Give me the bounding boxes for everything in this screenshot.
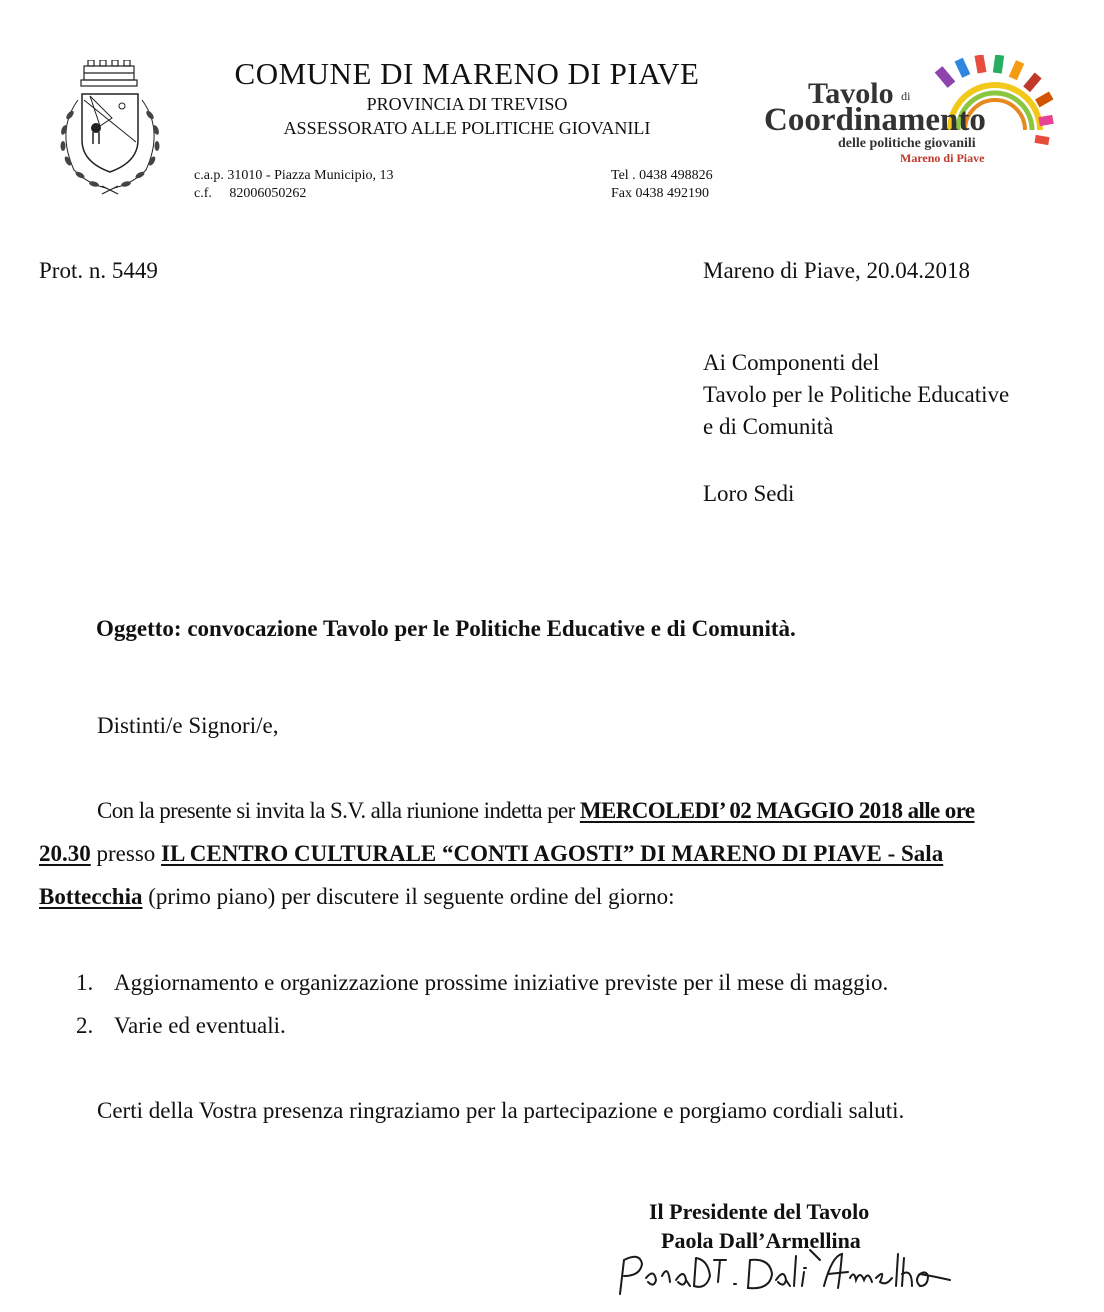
meeting-venue: IL CENTRO CULTURALE “CONTI AGOSTI” DI MARENO DI PIAVE - Sala: [161, 841, 944, 866]
place-date: Mareno di Piave, 20.04.2018: [703, 258, 971, 283]
meeting-date: MERCOLEDI’ 02 MAGGIO 2018 alle ore: [579, 798, 975, 823]
logo-subtitle: delle politiche giovanili: [838, 136, 976, 151]
telephone-line: Tel . 0438 498826: [611, 168, 713, 183]
address-line: c.a.p. 31010 - Piazza Municipio, 13: [194, 168, 394, 183]
signatory-role: Il Presidente del Tavolo: [649, 1199, 870, 1224]
signatory-name: Paola Dall’Armellina: [661, 1228, 861, 1253]
paragraph-line-3: [39, 884, 675, 910]
recipient-line: e di Comunità: [703, 414, 834, 439]
paragraph-line-1: [97, 798, 975, 824]
logo-place: Mareno di Piave: [900, 151, 985, 165]
protocol-number: Prot. n. 5449: [39, 258, 158, 283]
tax-code-line: c.f. 82006050262: [194, 186, 307, 201]
municipality-title: COMUNE DI MARENO DI PIAVE: [234, 56, 700, 91]
logo-word-tavolo: Tavolo: [808, 77, 894, 110]
agenda-number: 2.: [76, 1013, 94, 1038]
municipal-crest-logo: [48, 60, 173, 195]
agenda-item-text: Aggiornamento e organizzazione prossime iniziative previste per il mese di maggio.: [114, 970, 889, 995]
meeting-time: 20.30: [39, 841, 91, 866]
recipient-line: Ai Componenti del: [703, 350, 880, 375]
recipient-line: Tavolo per le Politiche Educative: [703, 382, 1010, 407]
paragraph-line-2: [39, 841, 943, 867]
fax-line: Fax 0438 492190: [611, 186, 709, 201]
handwritten-signature: [610, 1246, 970, 1306]
department-name: ASSESSORATO ALLE POLITICHE GIOVANILI: [283, 118, 651, 138]
recipients-closing: Loro Sedi: [703, 481, 795, 506]
logo-word-di: di: [901, 89, 911, 104]
closing-sentence: Certi della Vostra presenza ringraziamo per la partecipazione e porgiamo cordiali saluti.: [97, 1098, 905, 1123]
tavolo-coordinamento-logo: [760, 55, 1060, 165]
logo-word-coordinamento: Coordinamento: [764, 102, 986, 138]
paragraph-text: Con la presente si invita la S.V. alla riunione indetta per: [97, 798, 580, 823]
greeting: Distinti/e Signori/e,: [97, 713, 279, 738]
letter-subject: Oggetto: convocazione Tavolo per le Politiche Educative e di Comunità.: [96, 616, 796, 641]
paragraph-text: presso: [90, 841, 162, 866]
agenda-number: 1.: [76, 970, 94, 995]
agenda-item: [76, 1013, 93, 1039]
paragraph-text: (primo piano) per discutere il seguente ordine del giorno:: [142, 884, 675, 909]
meeting-room: Bottecchia: [39, 884, 143, 909]
province-name: PROVINCIA DI TREVISO: [366, 94, 568, 114]
agenda-item-text: Varie ed eventuali.: [114, 1013, 286, 1038]
agenda-item: [76, 970, 93, 996]
recipients-block: [703, 347, 1009, 443]
